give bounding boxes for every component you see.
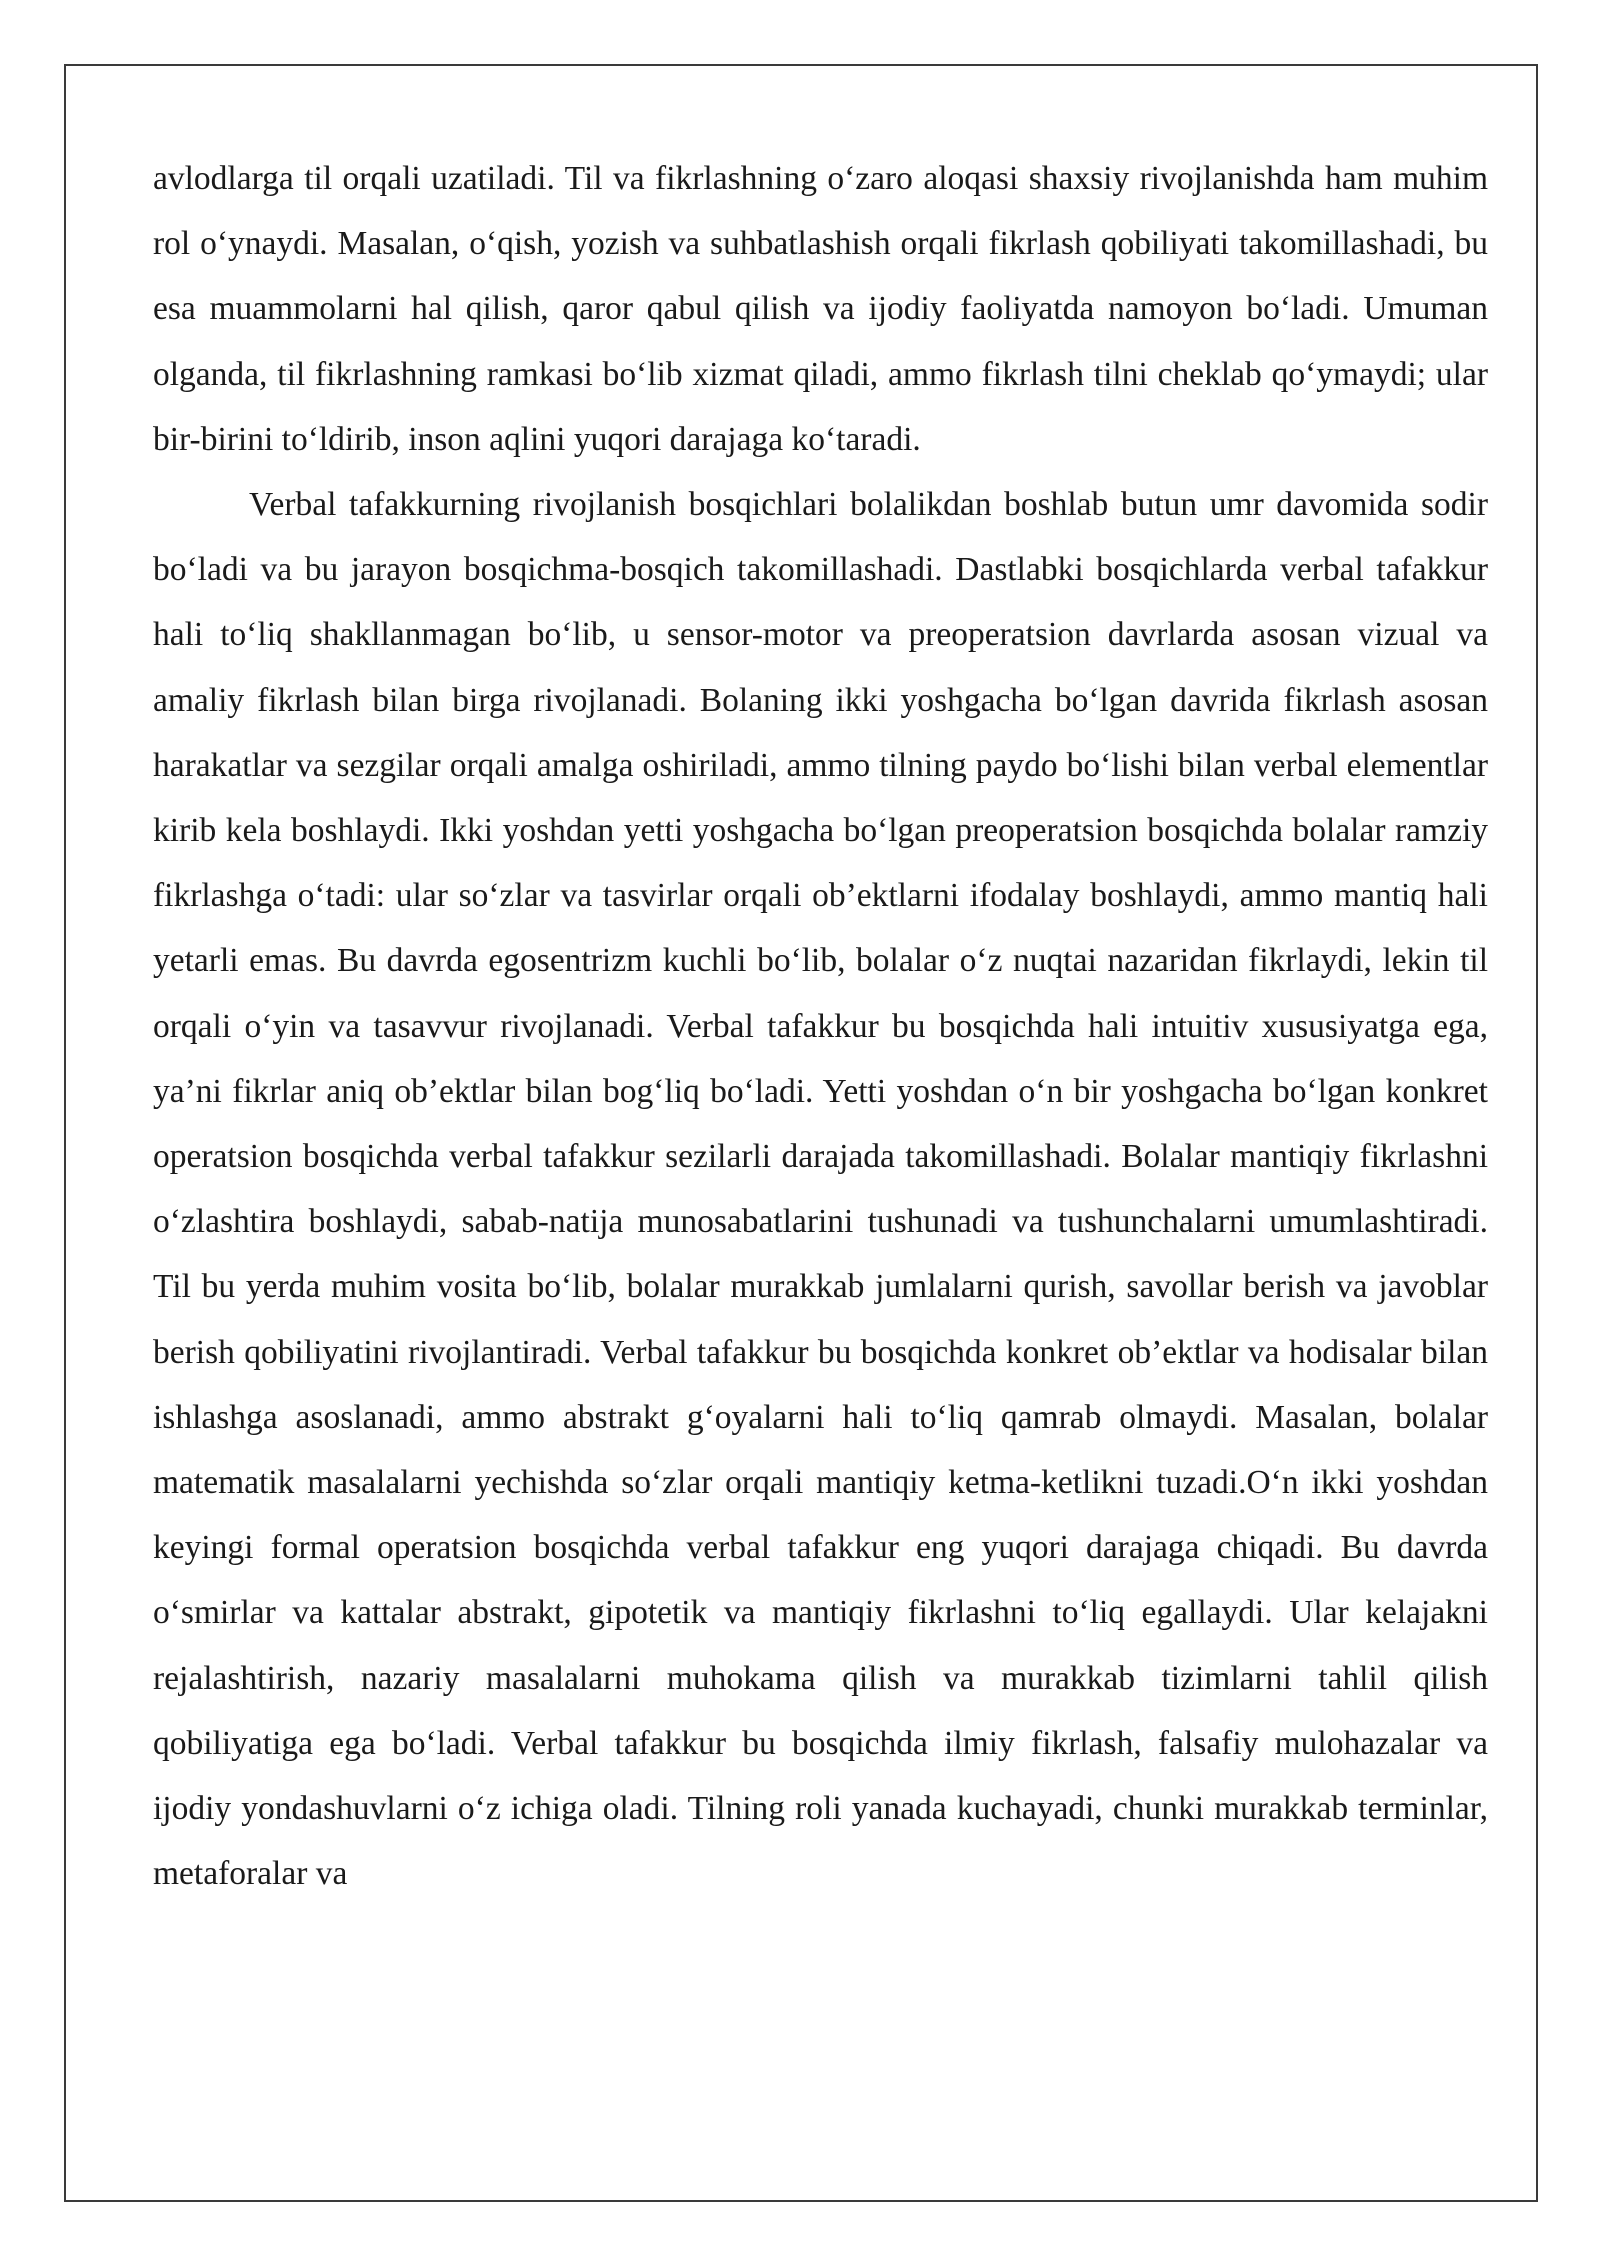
document-body bbox=[153, 146, 1488, 1906]
paragraph-1: avlodlarga til orqali uzatiladi. Til va fikrlashning o‘zaro aloqasi shaxsiy rivojlanishda ham muhim rol o‘ynaydi. Masalan, o‘qish, yozish va suhbatlashish orqali fikrlash qobiliyati takomillashadi, bu esa muammolarni hal qilish, qaror qabul qilish va ijodiy faoliyatda namoyon bo‘ladi. Umuman olganda, til fikrlashning ramkasi bo‘lib xizmat qiladi, ammo fikrlash tilni cheklab qo‘ymaydi; ular bir-birini to‘ldirib, inson aqlini yuqori darajaga ko‘taradi. bbox=[153, 160, 1488, 458]
paragraph-2: Verbal tafakkurning rivojlanish bosqichlari bolalikdan boshlab butun umr davomida sodir bo‘ladi va bu jarayon bosqichma-bosqich takomillashadi. Dastlabki bosqichlarda verbal tafakkur hali to‘liq shakllanmagan bo‘lib, u sensor-motor va preoperatsion davrlarda asosan vizual va amaliy fikrlash bilan birga rivojlanadi. Bolaning ikki yoshgacha bo‘lgan davrida fikrlash asosan harakatlar va sezgilar orqali amalga oshiriladi, ammo tilning paydo bo‘lishi bilan verbal elementlar kirib kela boshlaydi. Ikki yoshdan yetti yoshgacha bo‘lgan preoperatsion bosqichda bolalar ramziy fikrlashga o‘tadi: ular so‘zlar va tasvirlar orqali ob’ektlarni ifodalay boshlaydi, ammo mantiq hali yetarli emas. Bu davrda egosentrizm kuchli bo‘lib, bolalar o‘z nuqtai nazaridan fikrlaydi, lekin til orqali o‘yin va tasavvur rivojlanadi. Verbal tafakkur bu bosqichda hali intuitiv xususiyatga ega, ya’ni fikrlar aniq ob’ektlar bilan bog‘liq bo‘ladi. Yetti yoshdan o‘n bir yoshgacha bo‘lgan konkret operatsion bosqichda verbal tafakkur sezilarli darajada takomillashadi. Bolalar mantiqiy fikrlashni o‘zlashtira boshlaydi, sabab-natija munosabatlarini tushunadi va tushunchalarni umumlashtiradi. Til bu yerda muhim vosita bo‘lib, bolalar murakkab jumlalarni qurish, savollar berish va javoblar berish qobiliyatini rivojlantiradi. Verbal tafakkur bu bosqichda konkret ob’ektlar va hodisalar bilan ishlashga asoslanadi, ammo abstrakt g‘oyalarni hali to‘liq qamrab olmaydi. Masalan, bolalar matematik masalalarni yechishda so‘zlar orqali mantiqiy ketma-ketlikni tuzadi.O‘n ikki yoshdan keyingi formal operatsion bosqichda verbal tafakkur eng yuqori darajaga chiqadi. Bu davrda o‘smirlar va kattalar abstrakt, gipotetik va mantiqiy fikrlashni to‘liq egallaydi. Ular kelajakni rejalashtirish, nazariy masalalarni muhokama qilish va murakkab tizimlarni tahlil qilish qobiliyatiga ega bo‘ladi. Verbal tafakkur bu bosqichda ilmiy fikrlash, falsafiy mulohazalar va ijodiy yondashuvlarni o‘z ichiga oladi. Tilning roli yanada kuchayadi, chunki murakkab terminlar, metaforalar va bbox=[153, 486, 1488, 1893]
